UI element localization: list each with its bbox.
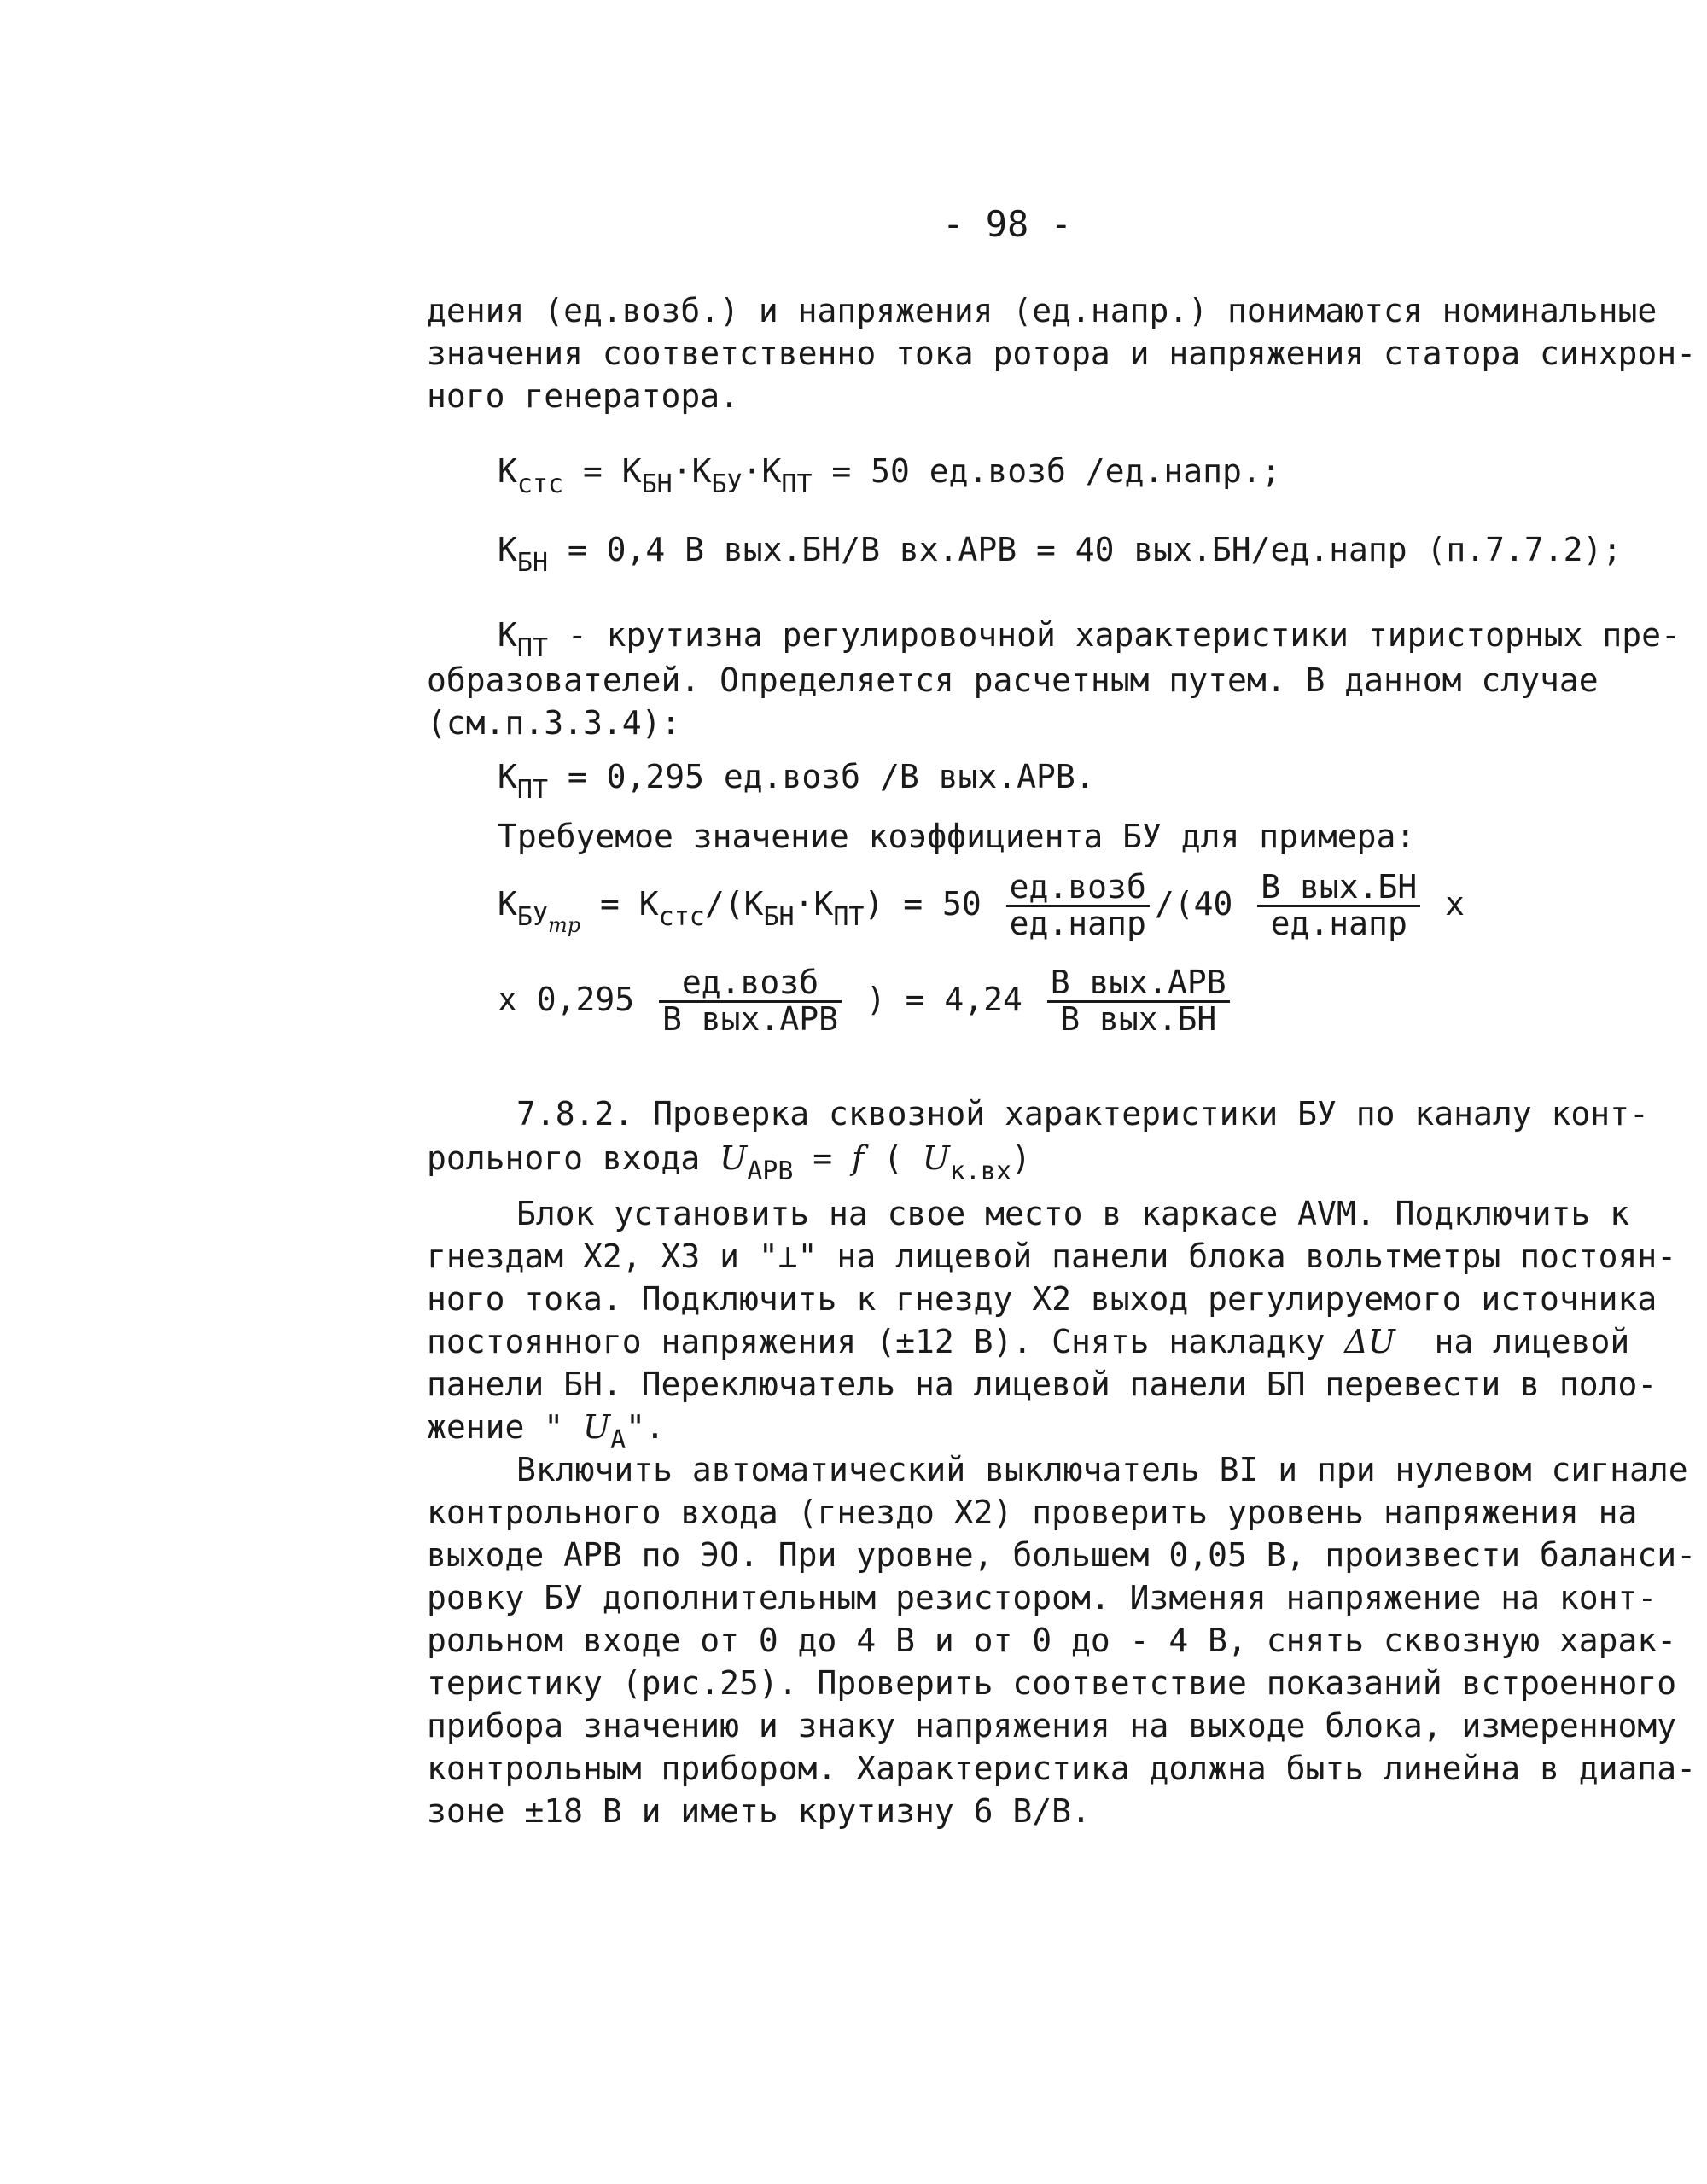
p1-line-4: постоянного напряжения (±12 В). Снять накладку ΔU на лицевой — [427, 1323, 1630, 1360]
fraction-v-vyh-arv-v-vyh-bn: $\frac{\text{В вых.АРВ}}{\text{В вых.БН}}$ — [1047, 966, 1230, 1037]
fraction-ed-vozb-ed-napr: $\frac{\text{ед.возб}}{\text{ед.напр}}$ — [1006, 871, 1150, 941]
equation-k-bu-required: $К_{БУ_{тр}} = К_{стс}/(К_{БН}\cdot К_{ПТ}) = 50$ $\frac{\text{ед.возб}}{\text{ед.напр}}$ /(40 $\frac{\text{В вых.БН}}{\text{ед.напр}}$ х — [498, 868, 1465, 942]
p2-line-9: зоне ±18 В и иметь крутизну 6 В/В. — [427, 1792, 1091, 1830]
required-value-text: Требуемое значение коэффициента БУ для примера: — [498, 818, 1416, 855]
p1-line-2: гнездам Х2, Х3 и "⊥" на лицевой панели блока вольтметры постоян- — [427, 1238, 1677, 1275]
intro-line-2: значения соответственно тока ротора и напряжения статора синхрон- — [427, 335, 1697, 372]
p2-line-2: контрольного входа (гнездо Х2) проверить уровень напряжения на — [427, 1494, 1638, 1531]
equation-k-bn: $К_{БН} = 0,4$ В вых.БН/В вх.АРВ = 40 вых.БН/ед.напр (п.7.7.2); — [498, 531, 1623, 578]
fraction-v-vyh-bn-ed-napr: $\frac{\text{В вых.БН}}{\text{ед.напр}}$ — [1257, 871, 1420, 941]
section-heading: 7.8.2. Проверка сквозной характеристики БУ по каналу конт- — [516, 1095, 1649, 1133]
page-number: - 98 - — [942, 203, 1072, 245]
p2-line-1: Включить автоматический выключатель ВI и при нулевом сигнале — [516, 1451, 1688, 1488]
fraction-ed-vozb-v-vyh-arv: $\frac{\text{ед.возб}}{\text{В вых.АРВ}}$ — [659, 966, 842, 1037]
p2-line-3: выходе АРВ по ЭО. При уровне, большем 0,05 В, произвести баланси- — [427, 1536, 1697, 1574]
p1-line-3: ного тока. Подключить к гнезду Х2 выход регулируемого источника — [427, 1280, 1657, 1318]
kpt-definition-line: $К_{ПТ}$ - крутизна регулировочной характеристики тиристорных пре- — [498, 616, 1681, 663]
p1-line-5: панели БН. Переключатель на лицевой панели БП перевести в поло- — [427, 1366, 1657, 1403]
p1-line-1: Блок установить на свое место в каркасе AVM. Подключить к — [516, 1195, 1630, 1232]
equation-k-stc: $К_{стс} = К_{БН}\cdot К_{БУ}\cdot К_{ПТ} = 50$ ед.возб /ед.напр.; — [498, 452, 1281, 499]
intro-line-3: ного генератора. — [427, 377, 740, 415]
p2-line-8: контрольным прибором. Характеристика должна быть линейна в диапа- — [427, 1750, 1697, 1787]
p2-line-5: рольном входе от 0 до 4 В и от 0 до - 4 В, снять сквозную харак- — [427, 1622, 1677, 1659]
p2-line-4: ровку БУ дополнительным резистором. Изменяя напряжение на конт- — [427, 1579, 1657, 1616]
p2-line-6: теристику (рис.25). Проверить соответствие показаний встроенного — [427, 1664, 1677, 1702]
p1-line-6: жение " $U_А$". — [427, 1408, 665, 1455]
equation-k-pt: $К_{ПТ} = 0,295$ ед.возб /В вых.АРВ. — [498, 758, 1095, 805]
p2-line-7: прибора значению и знаку напряжения на выходе блока, измеренному — [427, 1707, 1677, 1744]
kpt-line-3: (см.п.3.3.4): — [427, 704, 681, 742]
section-heading-line-2: рольного входа $U_{АРВ} = f$ ( $U_{к.вх}$) — [427, 1139, 1031, 1186]
intro-line-1: дения (ед.возб.) и напряжения (ед.напр.) понимаются номинальные — [427, 292, 1657, 329]
kpt-line-2: образователей. Определяется расчетным путем. В данном случае — [427, 661, 1599, 699]
equation-k-bu-result: х 0,295 $\frac{\text{ед.возб}}{\text{В вых.АРВ}}$ ) = 4,24 $\frac{\text{В вых.АРВ}}{\text{В вых.БН}}$ — [498, 966, 1235, 1037]
